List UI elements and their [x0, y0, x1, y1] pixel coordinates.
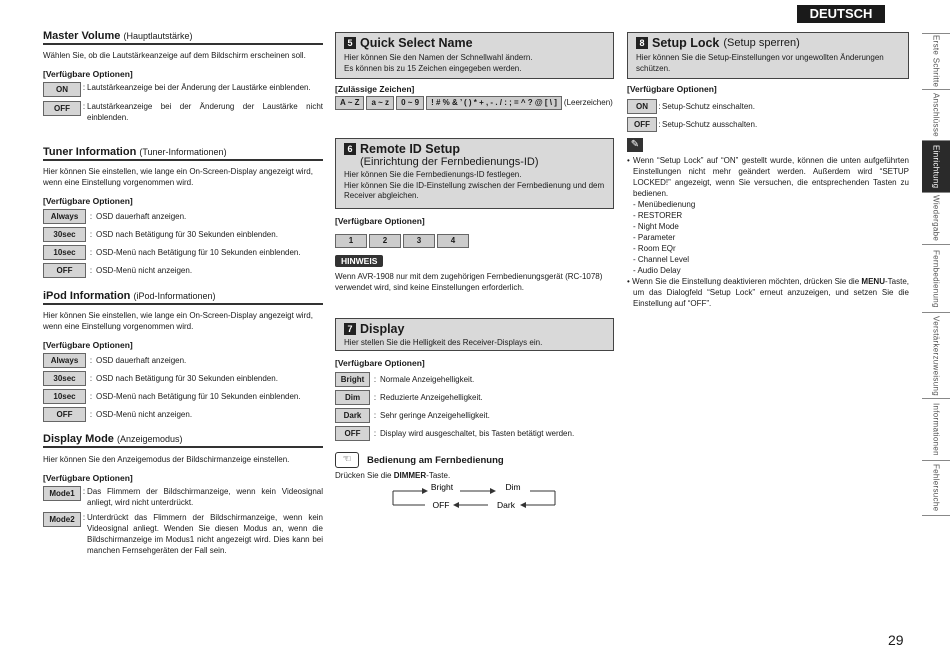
setup-lock-header: 8 Setup Lock (Setup sperren) Hier können Sie die Setup-Einstellungen vor ungewollten Änderungen schützen. — [627, 32, 909, 79]
option-row: 10sec : OSD-Menü nach Betätigung für 10 Sekunden einblenden. — [43, 389, 323, 404]
options-header: [Verfügbare Optionen] — [43, 473, 133, 483]
tab-fernbedienung[interactable]: Fernbedienung — [922, 244, 950, 312]
cycle-bright: Bright — [430, 482, 454, 492]
hinweis-badge: HINWEIS — [335, 255, 383, 267]
dimmer-instruction: Drücken Sie die DIMMER-Taste. — [335, 471, 451, 480]
option-row: Always : OSD dauerhaft anzeigen. — [43, 353, 323, 368]
option-key-on: ON — [43, 82, 81, 97]
tab-fehlersuche[interactable]: Fehlersuche — [922, 460, 950, 516]
setup-lock-options: [Verfügbare Optionen] ON : Setup-Schutz einschalten. OFF : Setup-Schutz ausschalten. ✎ • Wenn “Setup Lock” auf “ON” gestellt wurde, können die unten aufgeführten Einstellungen nicht mehr geändert werden. Außerdem wird “SETUP LOCKED!” angezeigt, wenn Sie versuchen, die entsprechenden Tasten zu bedienen. - Menübedienung - RESTORER - Night Mode - Parameter - Room EQr - Channel Level - Audio Delay • Wenn Sie die Einstellung deaktivieren möchten, drücken Sie die MENU-Taste, um das Dialogfeld “Setup Lock” erneut anzuzeigen, und setzen Sie die Einstellung auf “OFF”. — [627, 84, 909, 308]
section-heading: Tuner Information (Tuner-Informationen) — [43, 146, 323, 161]
cycle-dim: Dim — [505, 482, 521, 492]
option-row: ON : Lautstärkeanzeige bei der Änderung der Laustärke einblenden. — [43, 82, 323, 97]
side-tabs — [922, 33, 950, 516]
section-number: 5 — [344, 37, 356, 49]
option-key-off: OFF — [43, 101, 81, 116]
tab-erste-schritte[interactable]: Erste Schritte — [922, 33, 950, 89]
remote-control-icon: ☜ — [335, 452, 359, 468]
note-pencil-icon: ✎ — [627, 138, 643, 152]
remote-id-header: 6 Remote ID Setup (Einrichtung der Fernbedienungs-ID) Hier können Sie die Fernbedienungs-ID festlegen. Hier können Sie die ID-Einstellung zwischen der Fernbedienung und dem Receiver abgleichen. — [335, 138, 614, 209]
options-header: [Verfügbare Optionen] — [43, 196, 133, 206]
cycle-dark: Dark — [497, 500, 515, 510]
option-row: Mode2 : Unterdrückt das Flimmern der Bildschirmanzeige, wenn kein Videosignal anliegt. Wenden Sie diesen Modus an, wenn die Bildschirmanzeige im Modus1 nicht angezeigt wird. Dies kann bei manchen Fernsehgeräten der Fall sein. — [43, 512, 323, 556]
options-header: [Verfügbare Optionen] — [43, 69, 133, 79]
option-row: OFF : Lautstärkeanzeige bei der Änderung der Laustärke nicht einblenden. — [43, 101, 323, 123]
tab-informationen[interactable]: Informationen — [922, 398, 950, 460]
options-header: [Verfügbare Optionen] — [43, 340, 133, 350]
display-options: [Verfügbare Optionen] Bright : Normale Anzeigehelligkeit. Dim : Reduzierte Anzeigehelligkeit. Dark : Sehr geringe Anzeigehelligkeit. OFF : Display wird ausgeschaltet, bis Tasten betätigt werden. — [335, 358, 620, 441]
section-desc: Hier können Sie den Anzeigemodus der Bildschirmanzeige einstellen. — [43, 455, 290, 464]
tab-einrichtung[interactable]: Einrichtung — [922, 140, 950, 192]
section-heading: Master Volume (Hauptlautstärke) — [43, 30, 323, 45]
tab-anschluesse[interactable]: Anschlüsse — [922, 89, 950, 140]
allowed-chars: [Zulässige Zeichen] A ~ Z a ~ z 0 ~ 9 ! # % & ’ ( ) * + , - . / : ; = ^ ? @ [ \ ] (Leerzeichen) — [335, 84, 620, 110]
section-desc: Wählen Sie, ob die Lautstärkeanzeige auf dem Bildschirm erscheinen soll. — [43, 51, 306, 60]
option-row: Mode1 : Das Flimmern der Bildschirmanzeige, wenn kein Videosignal anliegt, wird nicht unterdrückt. — [43, 486, 323, 508]
remote-operation: ☜ Bedienung am Fernbedienung — [335, 452, 620, 468]
display-header: 7 Display Hier stellen Sie die Helligkeit des Receiver-Displays ein. — [335, 318, 614, 351]
section-heading: iPod Information (iPod-Informationen) — [43, 290, 323, 305]
tab-wiedergabe[interactable]: Wiedergabe — [922, 192, 950, 244]
master-volume-section — [43, 30, 323, 123]
option-row: 10sec : OSD-Menü nach Betätigung für 10 Sekunden einblenden. — [43, 245, 323, 260]
tuner-info-section — [43, 146, 323, 278]
remote-id-options: [Verfügbare Optionen] 1 2 3 4 HINWEIS Wenn AVR-1908 nur mit dem zugehörigen Fernbedienungsgerät (RC-1078) verwendet wird, sind keine Einstellungen erforderlich. — [335, 216, 603, 292]
option-row: OFF : OSD-Menü nicht anzeigen. — [43, 263, 323, 278]
setup-lock-notes: • Wenn “Setup Lock” auf “ON” gestellt wurde, können die unten aufgeführten Einstellungen nicht mehr geändert werden. Außerdem wird “SETUP LOCKED!” angezeigt, wenn Sie versuchen, die entsprechenden Tasten zu bedienen. - Menübedienung - RESTORER - Night Mode - Parameter - Room EQr - Channel Level - Audio Delay • Wenn Sie die Einstellung deaktivieren möchten, drücken Sie die MENU-Taste, um das Dialogfeld “Setup Lock” erneut anzuzeigen, und setzen Sie die Einstellung auf “OFF”. — [627, 156, 909, 308]
language-badge: DEUTSCH — [797, 5, 885, 23]
dimmer-cycle-diagram — [390, 480, 560, 512]
option-row: 30sec : OSD nach Betätigung für 30 Sekunden einblenden. — [43, 227, 323, 242]
section-desc: Hier können Sie einstellen, wie lange ein On-Screen-Display angezeigt wird, wenn eine Einstellung vorgenommen wird. — [43, 167, 313, 187]
display-mode-section — [43, 433, 323, 556]
option-row: OFF : OSD-Menü nicht anzeigen. — [43, 407, 323, 422]
tab-verstaerkerzuweisung[interactable]: Verstärkerzuweisung — [922, 312, 950, 398]
page-number: 29 — [888, 632, 904, 648]
quick-select-header: 5 Quick Select Name Hier können Sie den Namen der Schnellwahl ändern. Es können bis zu 15 Zeichen eingegeben werden. — [335, 32, 614, 79]
cycle-off: OFF — [432, 500, 450, 510]
option-row: 30sec : OSD nach Betätigung für 30 Sekunden einblenden. — [43, 371, 323, 386]
option-row: Always : OSD dauerhaft anzeigen. — [43, 209, 323, 224]
section-desc: Hier können Sie einstellen, wie lange ein On-Screen-Display angezeigt wird, wenn eine Einstellung vorgenommen wird. — [43, 311, 313, 331]
section-heading: Display Mode (Anzeigemodus) — [43, 433, 323, 448]
ipod-info-section — [43, 290, 323, 422]
